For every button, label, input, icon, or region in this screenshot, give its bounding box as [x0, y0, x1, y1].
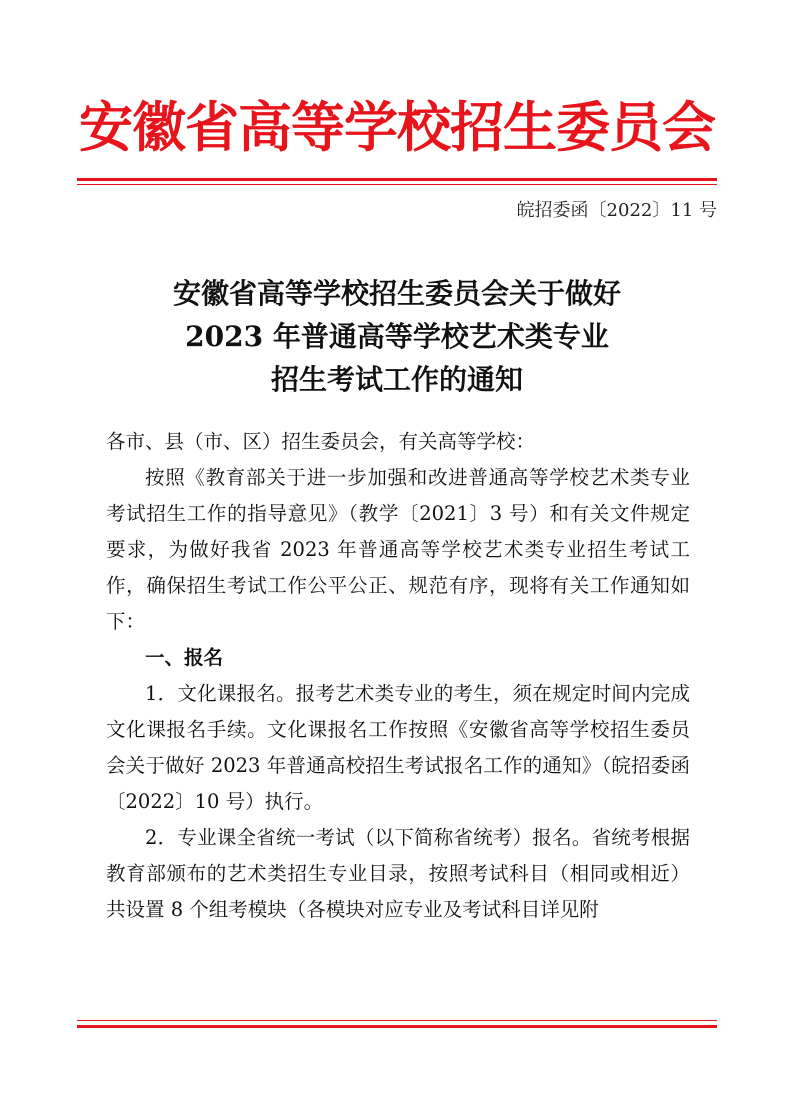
title-line-2: 2023 年普通高等学校艺术类专业 — [185, 320, 609, 353]
intro-paragraph: 按照《教育部关于进一步加强和改进普通高等学校艺术类专业考试招生工作的指导意见》（教学〔2021〕3 号）和有关文件规定要求，为做好我省 2023 年普通高等学校艺术类专业招生考试工作，确保招生考试工作公平公正、规范有序，现将有关工作通知如下： — [106, 466, 690, 633]
header-divider-thick — [77, 178, 717, 181]
document-number: 皖招委函〔2022〕11 号 — [516, 200, 717, 221]
salutation: 各市、县（市、区）招生委员会，有关高等学校： — [106, 430, 536, 453]
footer-divider-thick — [77, 1025, 717, 1028]
header-divider-thin — [77, 184, 717, 185]
document-title — [0, 272, 794, 401]
masthead-title: 安徽省高等学校招生委员会 — [79, 95, 715, 159]
title-line-3: 招生考试工作的通知 — [270, 363, 523, 396]
title-line-1: 安徽省高等学校招生委员会关于做好 — [172, 277, 621, 310]
section-heading-registration: 一、报名 — [145, 646, 224, 669]
paragraph-item-1: 1．文化课报名。报考艺术类专业的考生，须在规定时间内完成文化课报名手续。文化课报名工作按照《安徽省高等学校招生委员会关于做好 2023 年普通高校招生考试报名工作的通知》（皖招委函〔2022〕10 号）执行。 — [106, 682, 690, 813]
paragraph-item-2: 2．专业课全省统一考试（以下简称省统考）报名。省统考根据教育部颁布的艺术类招生专业目录，按照考试科目（相同或相近）共设置 8 个组考模块（各模块对应专业及考试科目详见附 — [106, 826, 690, 921]
footer-divider-thin — [77, 1020, 717, 1021]
document-body — [106, 424, 690, 928]
